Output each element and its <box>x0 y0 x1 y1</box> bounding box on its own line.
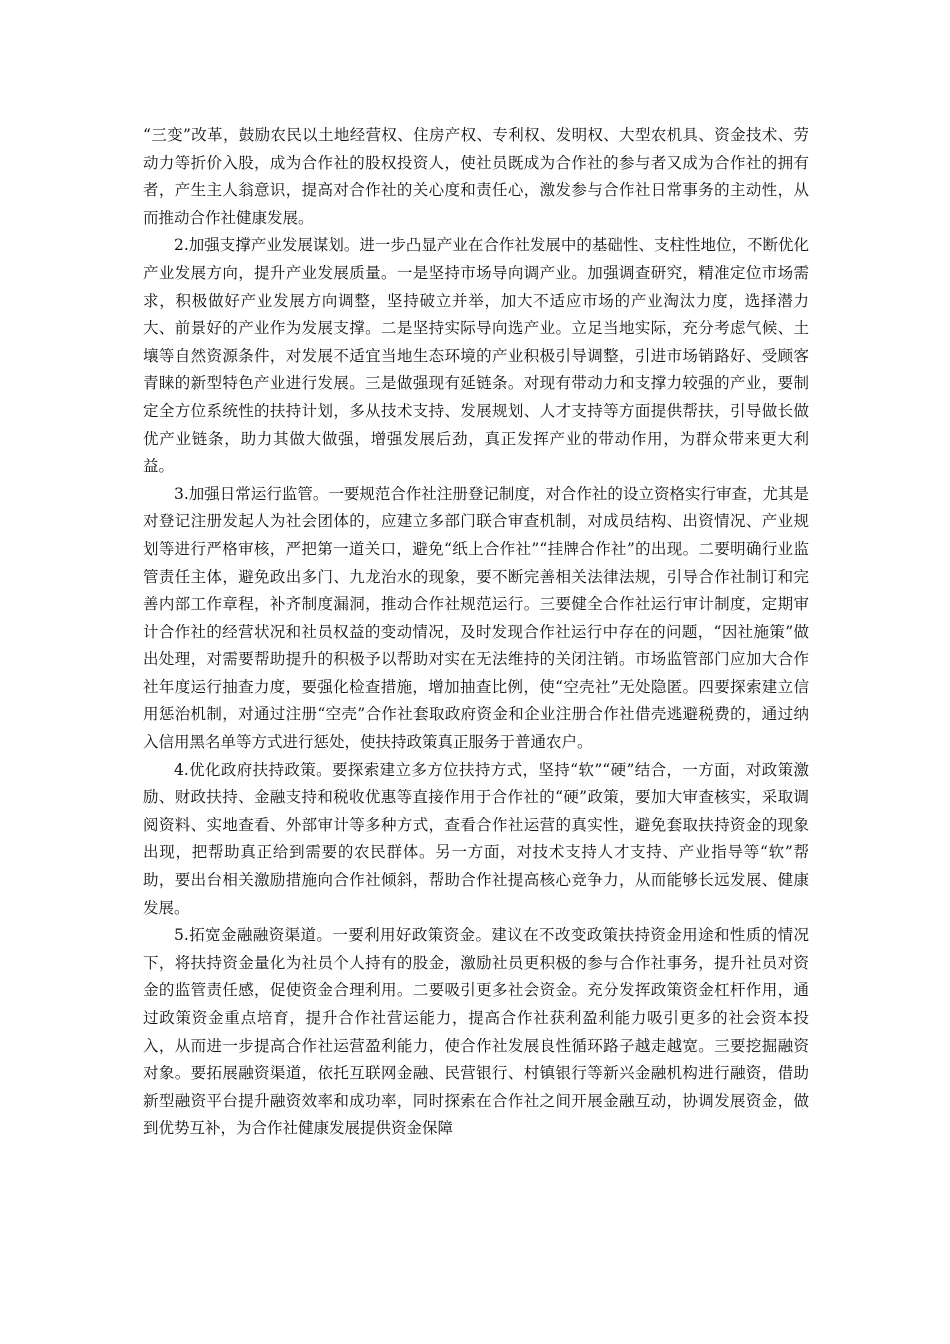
document-body <box>143 122 809 1143</box>
paragraph-government-support: 4.优化政府扶持政策。要探索建立多方位扶持方式，坚持“软”“硬”结合，一方面，对政策激励、财政扶持、金融支持和税收优惠等直接作用于合作社的“硬”政策，要加大审查核实，采取调阅资料、实地查看、外部审计等多种方式，查看合作社运营的真实性，避免套取扶持资金的现象出现，把帮助真正给到需要的农民群体。另一方面，对技术支持人才支持、产业指导等“软”帮助，要出台相关激励措施向合作社倾斜，帮助合作社提高核心竞争力，从而能够长远发展、健康发展。 <box>143 760 809 917</box>
paragraph-continuation: “三变”改革，鼓励农民以土地经营权、住房产权、专利权、发明权、大型农机具、资金技术、劳动力等折价入股，成为合作社的股权投资人，使社员既成为合作社的参与者又成为合作社的拥有者，产生主人翁意识，提高对合作社的关心度和责任心，激发参与合作社日常事务的主动性，从而推动合作社健康发展。 <box>143 126 809 227</box>
paragraph-financing-channels: 5.拓宽金融融资渠道。一要利用好政策资金。建议在不改变政策扶持资金用途和性质的情况下，将扶持资金量化为社员个人持有的股金，激励社员更积极的参与合作社事务，提升社员对资金的监管责任感，促使资金合理利用。二要吸引更多社会资金。充分发挥政策资金杠杆作用，通过政策资金重点培育，提升合作社营运能力，提高合作社获利盈利能力吸引更多的社会资本投入，从而进一步提高合作社运营盈利能力，使合作社发展良性循环路子越走越宽。三要挖掘融资对象。要拓展融资渠道，依托互联网金融、民营银行、村镇银行等新兴金融机构进行融资，借助新型融资平台提升融资效率和成功率，同时探索在合作社之间开展金融互动，协调发展资金，做到优势互补，为合作社健康发展提供资金保障 <box>143 926 809 1138</box>
paragraph-operation-supervision: 3.加强日常运行监管。一要规范合作社注册登记制度，对合作社的设立资格实行审查，尤其是对登记注册发起人为社会团体的，应建立多部门联合审查机制，对成员结构、出资情况、产业规划等进行严格审核，严把第一道关口，避免“纸上合作社”“挂牌合作社”的出现。二要明确行业监管责任主体，避免政出多门、九龙治水的现象，要不断完善相关法律法规，引导合作社制订和完善内部工作章程，补齐制度漏洞，推动合作社规范运行。三要健全合作社运行审计制度，定期审计合作社的经营状况和社员权益的变动情况，及时发现合作社运行中存在的问题，“因社施策”做出处理，对需要帮助提升的积极予以帮助对实在无法维持的关闭注销。市场监管部门应加大合作社年度运行抽查力度，要强化检查措施，增加抽查比例，使“空壳社”无处隐匿。四要探索建立信用惩治机制，对通过注册“空壳”合作社套取政府资金和企业注册合作社借壳逃避税费的，通过纳入信用黑名单等方式进行惩处，使扶持政策真正服务于普通农户。 <box>143 484 809 752</box>
paragraph-industry-planning: 2.加强支撑产业发展谋划。进一步凸显产业在合作社发展中的基础性、支柱性地位，不断优化产业发展方向，提升产业发展质量。一是坚持市场导向调产业。加强调查研究，精准定位市场需求，积极做好产业发展方向调整，坚持破立并举，加大不适应市场的产业淘汰力度，选择潜力大、前景好的产业作为发展支撑。二是坚持实际导向选产业。立足当地实际，充分考虑气候、土壤等自然资源条件，对发展不适宜当地生态环境的产业积极引导调整，引进市场销路好、受顾客青睐的新型特色产业进行发展。三是做强现有延链条。对现有带动力和支撑力较强的产业，要制定全方位系统性的扶持计划，多从技术支持、发展规划、人才支持等方面提供帮扶，引导做长做优产业链条，助力其做大做强，增强发展后劲，真正发挥产业的带动作用，为群众带来更大利益。 <box>143 236 809 476</box>
